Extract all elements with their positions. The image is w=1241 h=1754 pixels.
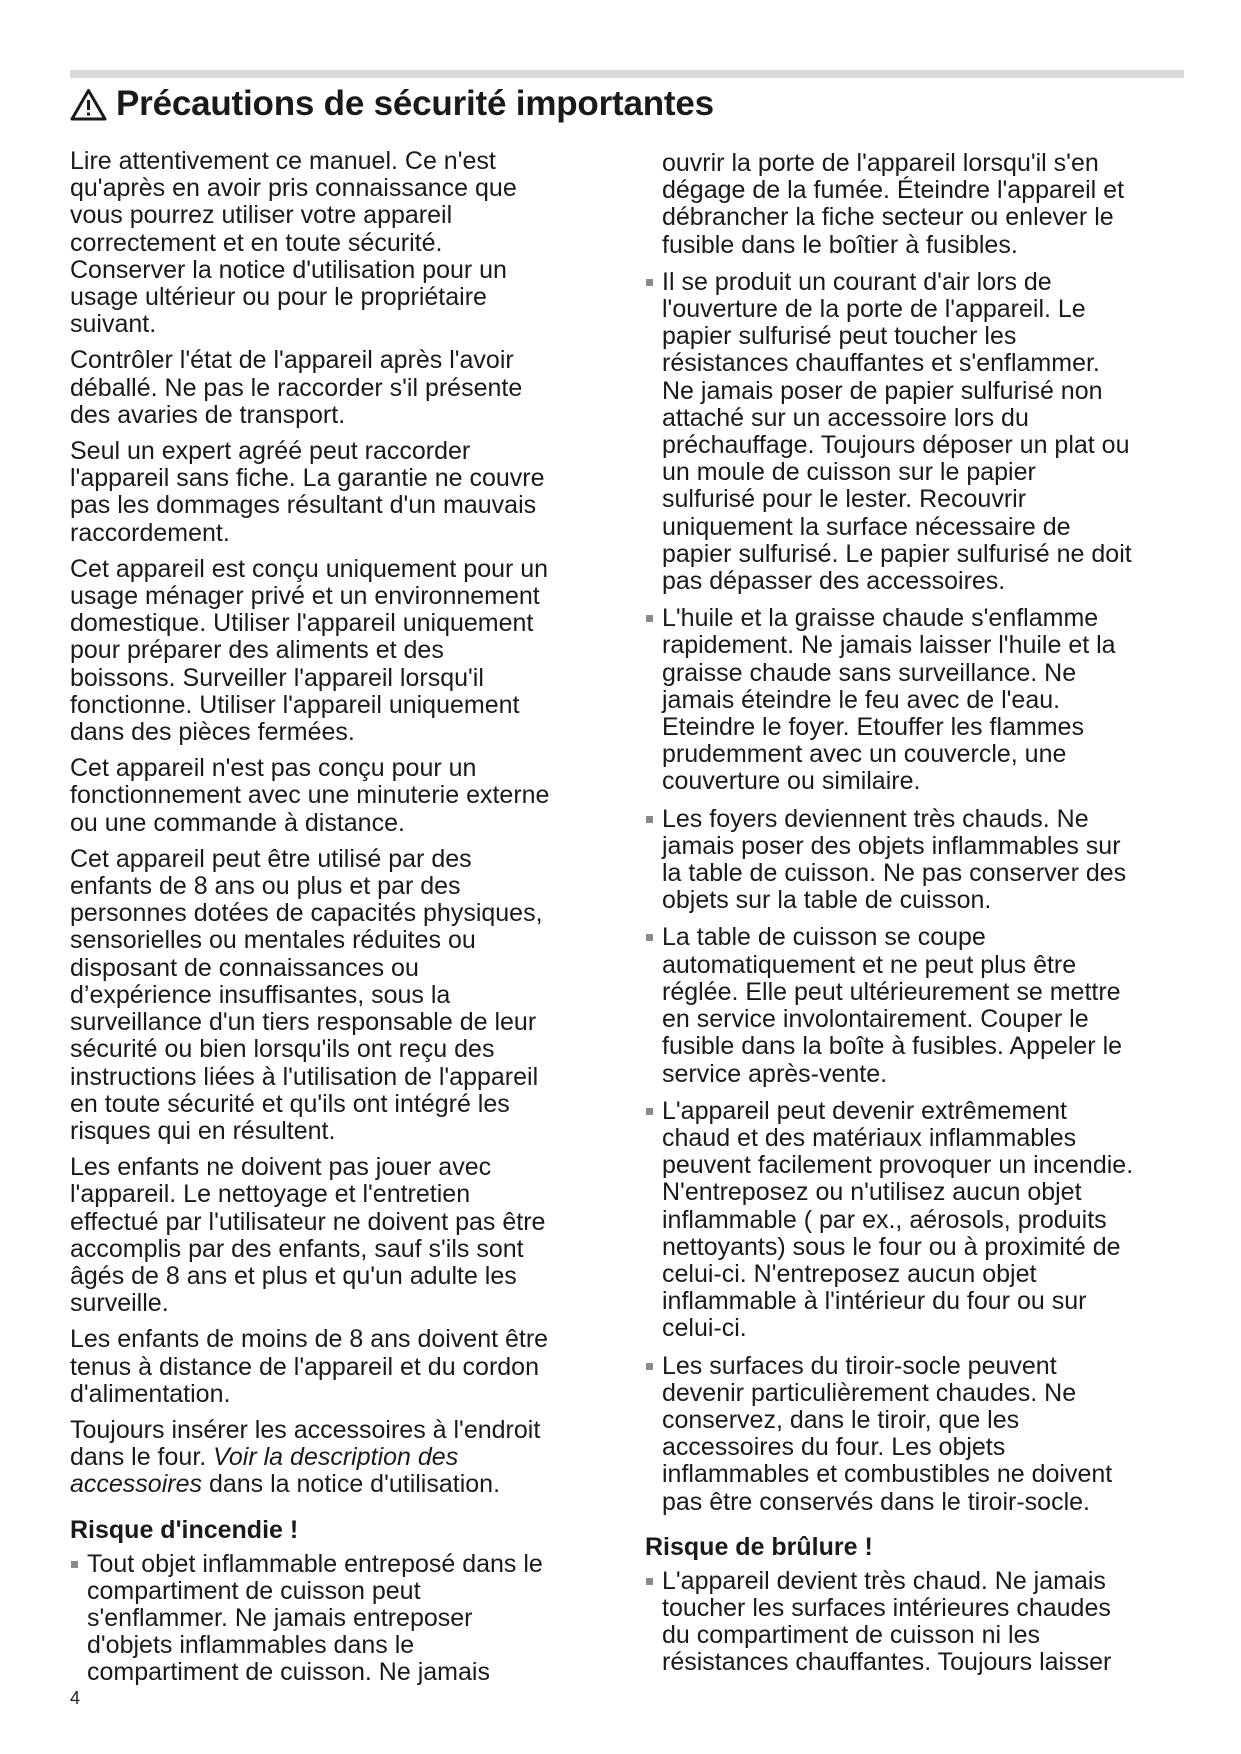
bullet-square-icon	[71, 1561, 78, 1568]
heading-fire-risk: Risque d'incendie !	[70, 1515, 299, 1544]
list-item-text: Les foyers deviennent très chauds. Ne jamais poser des objets inflammables sur la table de cuisson. Ne pas conserver des objets sur la table de cuisson.	[662, 804, 1127, 915]
paragraph-expert-connection: Seul un expert agréé peut raccorder l'appareil sans fiche. La garantie ne couvre pas les dommages résultant d'un mauvais raccordement.	[70, 437, 545, 547]
list-item	[645, 269, 1190, 595]
right-column	[645, 150, 1190, 1687]
bullet-square-icon	[646, 816, 653, 823]
paragraph-intended-use: Cet appareil est conçu uniquement pour un usage ménager privé et un environnement domestique. Utiliser l'appareil uniquement pour préparer des aliments et des boissons. Surveiller l'appareil lorsqu'il fonctionne. Utiliser l'appareil uniquement dans des pièces fermées.	[70, 554, 549, 747]
list-item-text: Les surfaces du tiroir-socle peuvent devenir particulièrement chaudes. Ne conservez, dans le tiroir, que les accessoires du four. Les objets inflammables et combustibles ne doivent pas être conservés dans le tiroir-socle.	[662, 1351, 1113, 1516]
list-item-continuation: ouvrir la porte de l'appareil lorsqu'il s'en dégage de la fumée. Éteindre l'appareil et débrancher la fiche secteur ou enlever le fusible dans le boîtier à fusibles.	[662, 149, 1125, 259]
heading-burn-risk: Risque de brûlure !	[645, 1532, 873, 1561]
bullet-square-icon	[646, 1578, 653, 1585]
burn-risk-list	[645, 1568, 1190, 1677]
page-number: 4	[70, 1688, 81, 1708]
list-item-text: L'appareil peut devenir extrêmement chaud et des matériaux inflammables peuvent facilement provoquer un incendie. N'entreposez ou n'utilisez aucun objet inflammable ( par ex., aérosols, produits nettoyants) sous le four ou à proximité de celui-ci. N'entreposez aucun objet inflammable à l'intérieur du four ou sur celui-ci.	[662, 1096, 1134, 1343]
paragraph-check-condition: Contrôler l'état de l'appareil après l'avoir déballé. Ne pas le raccorder s'il présente des avaries de transport.	[70, 346, 523, 429]
list-item	[645, 924, 1190, 1087]
top-divider	[70, 70, 1184, 78]
list-item	[645, 1098, 1190, 1343]
list-item-text: Tout objet inflammable entreposé dans le compartiment de cuisson peut s'enflammer. Ne jamais entreposer d'objets inflammables dans le compartiment de cuisson. Ne jamais	[87, 1549, 543, 1687]
bullet-square-icon	[646, 934, 653, 941]
list-item	[70, 1551, 618, 1687]
accessories-reference: Voir la description des accessoires	[70, 1443, 459, 1499]
warning-triangle-icon	[70, 88, 107, 121]
fire-risk-list-continued	[645, 269, 1190, 1516]
accessories-text-start: Toujours insérer les accessoires à l'endroit dans le four.	[70, 1415, 541, 1472]
fire-risk-list	[70, 1551, 618, 1687]
bullet-square-icon	[646, 615, 653, 622]
page-title: Précautions de sécurité importantes	[116, 84, 714, 123]
bullet-square-icon	[646, 1108, 653, 1115]
list-item-text: Il se produit un courant d'air lors de l'ouverture de la porte de l'appareil. Le papier sulfurisé peut toucher les résistances chauffantes et s'enflammer. Ne jamais poser de papier sulfurisé non attaché sur un accessoire lors du préchauffage. Toujours déposer un plat ou un moule de cuisson sur le papier sulfurisé pour le lester. Recouvrir uniquement la surface nécessaire de papier sulfurisé. Le papier sulfurisé ne doit pas dépasser des accessoires.	[662, 267, 1132, 596]
section-title	[70, 78, 714, 130]
list-item	[645, 1353, 1190, 1516]
paragraph-no-timer: Cet appareil n'est pas conçu pour un fonctionnement avec une minuterie externe ou une commande à distance.	[70, 754, 550, 837]
bullet-square-icon	[646, 1363, 653, 1370]
bullet-square-icon	[646, 279, 653, 286]
list-item-text: L'appareil devient très chaud. Ne jamais toucher les surfaces intérieures chaudes du compartiment de cuisson ni les résistances chauffantes. Toujours laisser	[662, 1566, 1112, 1677]
list-item	[645, 1568, 1190, 1677]
paragraph-children-play: Les enfants ne doivent pas jouer avec l'appareil. Le nettoyage et l'entretien effectué par l'utilisateur ne doivent pas être accomplis par des enfants, sauf s'ils sont âgés de 8 ans et plus et qu'un adulte les surveille.	[70, 1153, 546, 1318]
list-item-text: L'huile et la graisse chaude s'enflamme rapidement. Ne jamais laisser l'huile et la graisse chaude sans surveillance. Ne jamais éteindre le feu avec de l'eau. Eteindre le foyer. Etouffer les flammes prudemment avec un couvercle, une couverture ou similaire.	[662, 604, 1116, 796]
list-item-text: La table de cuisson se coupe automatiquement et ne peut plus être réglée. Elle peut ultérieurement se mettre en service involontairement. Couper le fusible dans la boîte à fusibles. Appeler le service après-vente.	[662, 923, 1123, 1088]
list-item	[645, 806, 1190, 915]
list-item	[645, 605, 1190, 795]
paragraph-children-distance: Les enfants de moins de 8 ans doivent être tenus à distance de l'appareil et du cordon d'alimentation.	[70, 1325, 549, 1408]
accessories-text-end: dans la notice d'utilisation.	[202, 1470, 501, 1499]
paragraph-children-supervision: Cet appareil peut être utilisé par des enfants de 8 ans ou plus et par des personnes dotées de capacités physiques, sensorielles ou mentales réduites ou disposant de connaissances ou d’expérience insuffisantes, sous la surveillance d'un tiers responsable de leur sécurité ou bien lorsqu'ils ont reçu des instructions liées à l'utilisation de l'appareil en toute sécurité et qu'ils ont intégré les risques qui en résultent.	[70, 844, 543, 1145]
paragraph-accessories	[70, 1417, 618, 1499]
left-column	[70, 148, 618, 1697]
paragraph-read-manual: Lire attentivement ce manuel. Ce n'est qu'après en avoir pris connaissance que vous pourrez utiliser votre appareil correctement et en toute sécurité. Conserver la notice d'utilisation pour un usage ultérieur ou pour le propriétaire suivant.	[70, 147, 517, 339]
